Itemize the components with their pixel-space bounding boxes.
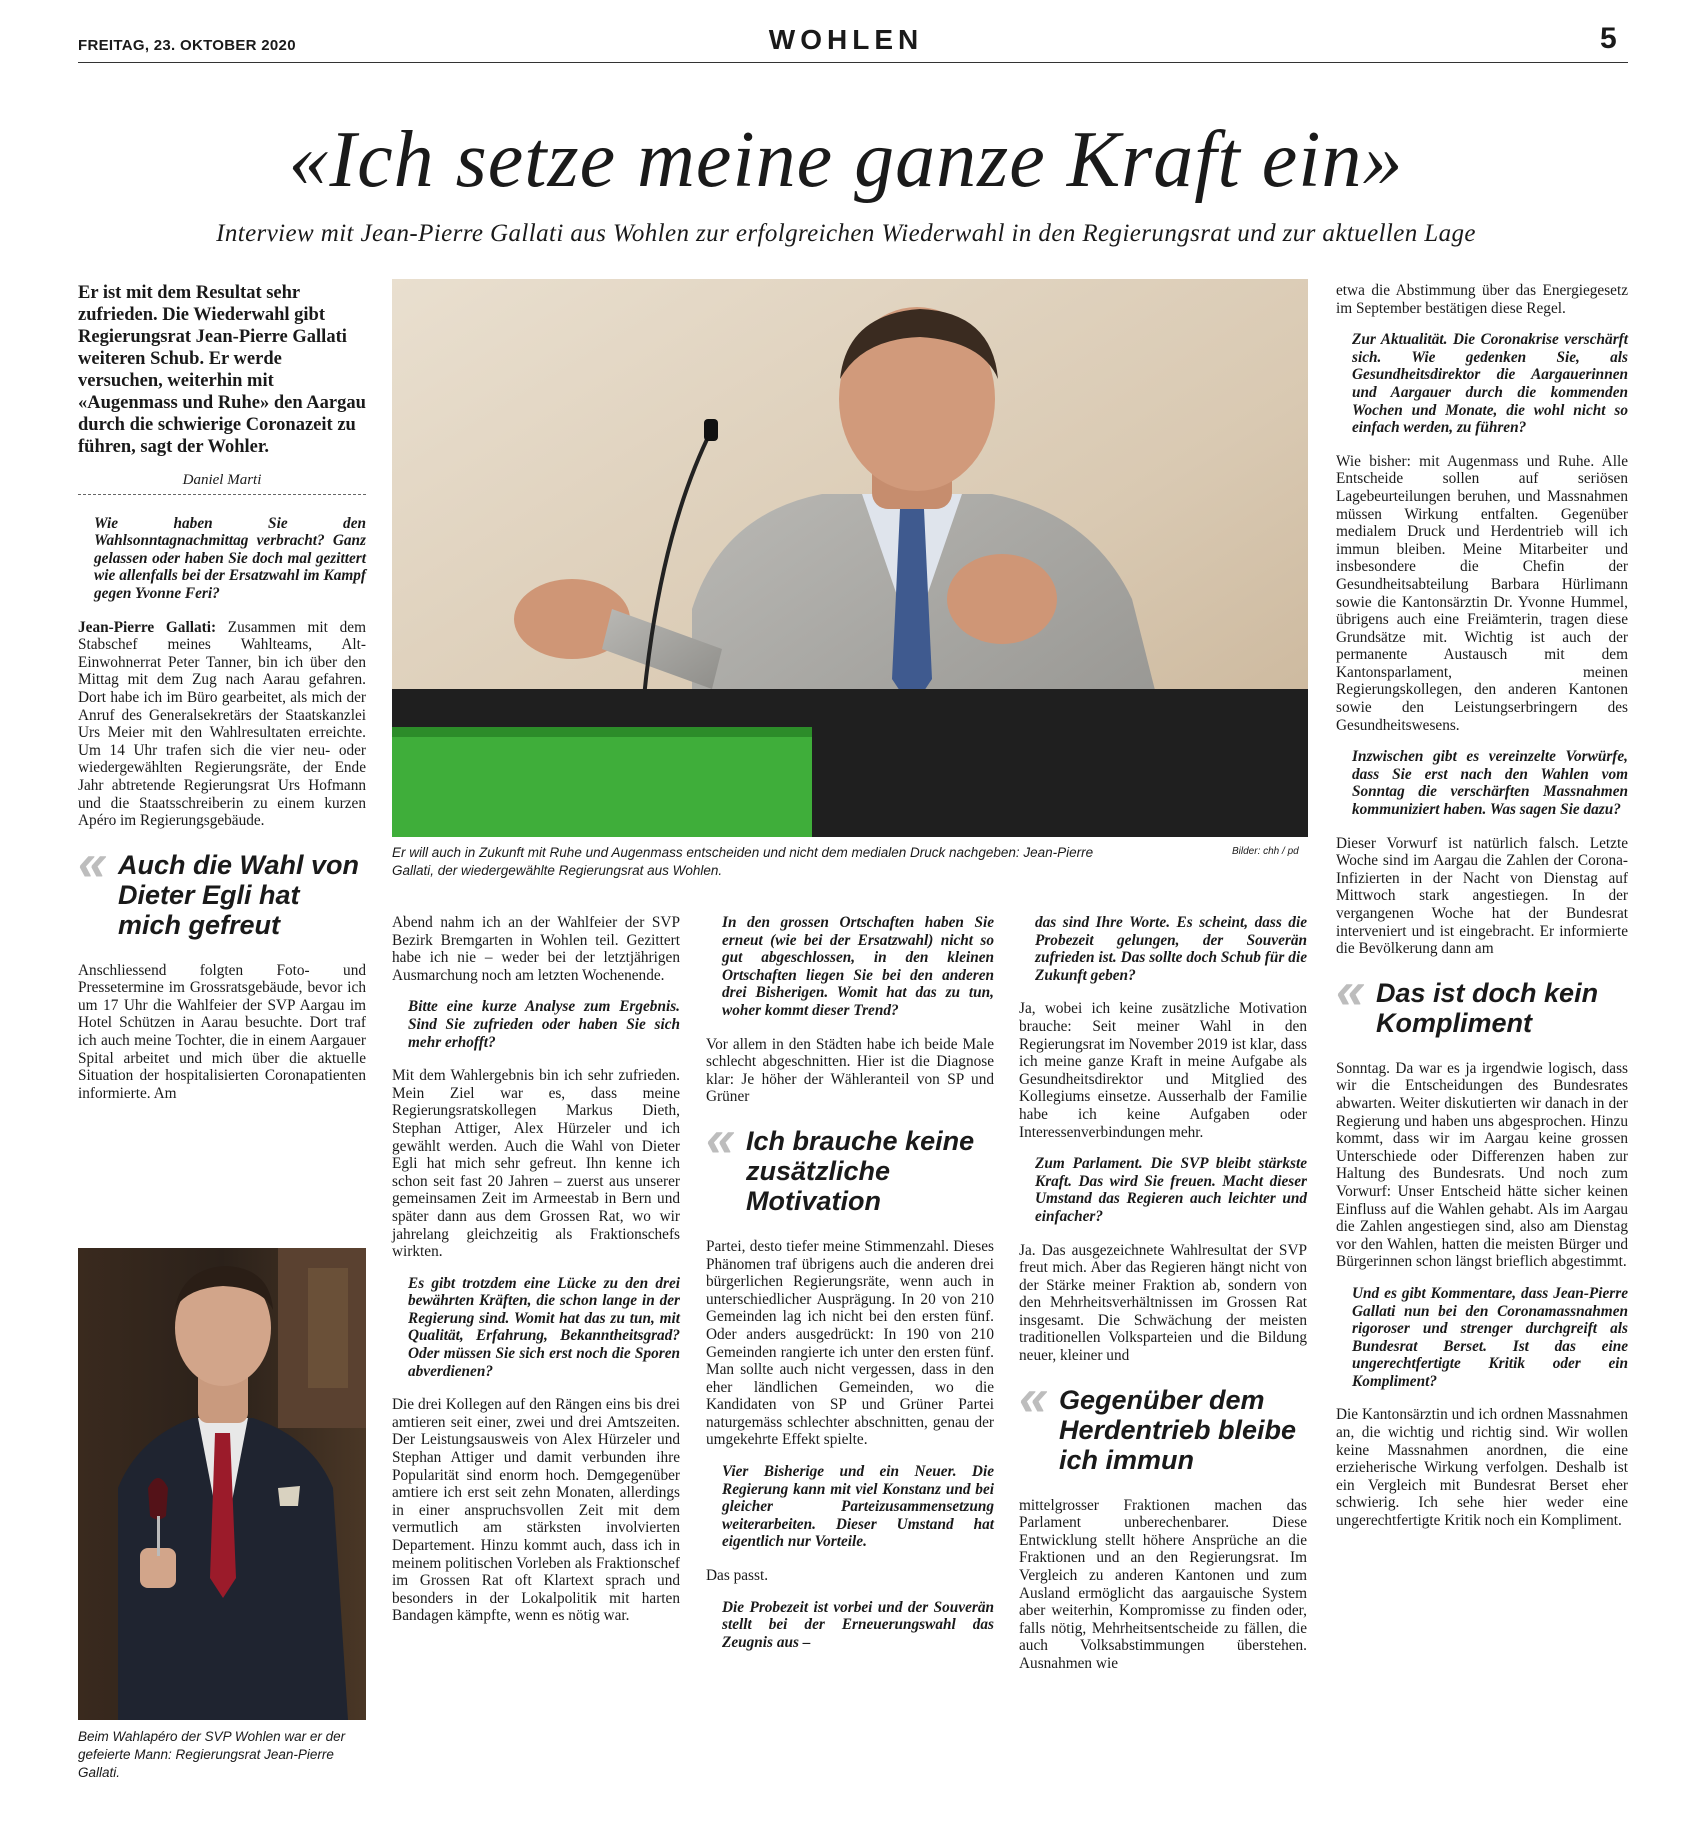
article-headline: «Ich setze meine ganze Kraft ein» <box>288 116 1404 204</box>
interview-answer: Jean-Pierre Gallati: Zusammen mit dem Stabschef meines Wahlteams, Alt-Einwohnerrat Peter Tanner, bin ich über den Mittag mit dem Zug nach Aarau gefahren. Dort habe ich im Büro gearbeitet, als mich der Anruf des Generalsekretärs der Staatskanzlei Urs Meier mit den Wahlresultaten erreichte. Um 14 Uhr trafen sich die vier neu- oder wiedergewählten Regierungsräte, der Ende Jahr abtretende Regierungsrat Urs Hofmann und die Staatsschreiberin zu einem kurzen Apéro im Regierungsgebäude. <box>78 618 366 830</box>
photo-gallati-speech <box>392 279 1308 837</box>
interview-question: Und es gibt Kommentare, dass Jean-Pierre Gallati nun bei den Coronamassnahmen rigoroser und strenger durchgreift als Bundesrat Berset. Ist das eine ungerechtfertigte Kritik oder ein Kompliment? <box>1352 1284 1628 1390</box>
quote-mark-icon: « <box>78 833 107 892</box>
section-title: WOHLEN <box>768 24 924 55</box>
interview-answer: Mit dem Wahlergebnis bin ich sehr zufrieden. Mein Ziel war es, dass meine Regierungsratskollegen Markus Dieth, Stephan Attiger, Alex Hürzeler und ich gewählt werden. Auch die Wahl von Dieter Egli hat mich sehr gefreut. Ihn kenne ich schon seit fast 20 Jahren – zuerst aus unserer gemeinsamen Zeit im Armeestab in Bern und später dann aus dem Grossen Rat, wo wir jahrelang gleichzeitig als Fraktionschefs wirkten. <box>392 1067 680 1261</box>
interview-answer: mittelgrosser Fraktionen machen das Parlament unberechenbarer. Diese Entwicklung stellt höhere Ansprüche an die Fraktionen und an den Regierungsrat. Im Vergleich zu anderen Kantonen und zum Ausland ermöglicht das aargauische System aber weiterhin, Kompromisse zu finden oder, falls nötig, Mehrheitsentscheide zu fällen, die auch Volksabstimmungen überstehen. Ausnahmen wie <box>1019 1496 1307 1672</box>
issue-date: FREITAG, 23. OKTOBER 2020 <box>78 37 296 54</box>
column-1 <box>78 282 366 1102</box>
quote-mark-icon: « <box>1336 961 1365 1020</box>
interview-answer: Sonntag. Da war es ja irgendwie logisch, dass wir die Entscheidungen des Bundesrates abwarten. Weiter diskutierten wir danach in der Regierung und haben uns abgesprochen. Hinzu kommt, dass wir im Aargau keine grossen Unterschiede oder Differenzen haben zur Haltung des Bundesrats. Und noch zum Vorwurf: Unser Entscheid hätte sicher keinen Einfluss auf die Wahlen gehabt. Als im Aargau die Zahlen angestiegen sind, also am Dienstag vor den Wahlen, hatten die meisten Bürger und Bürgerinnen schon längst brieflich abgestimmt. <box>1336 1059 1628 1271</box>
interview-question: Zur Aktualität. Die Coronakrise verschärft sich. Wie gedenken Sie, als Gesundheitsdirektor die Aargauerinnen und Aargauer durch die kommenden Wochen und Monate, die wohl nicht so einfach werden, zu führen? <box>1352 331 1628 437</box>
photo-credit: Bilder: chh / pd <box>1232 846 1299 857</box>
interview-question: Zum Parlament. Die SVP bleibt stärkste Kraft. Das wird Sie freuen. Macht dieser Umstand das Regieren auch leichter und einfacher? <box>1035 1155 1307 1225</box>
interview-answer: Dieser Vorwurf ist natürlich falsch. Letzte Woche sind im Aargau die Zahlen der Corona-Infizierten in der Nacht von Dienstag auf Mittwoch stark angestiegen. In der vergangenen Woche hat der Bundesrat interveniert und ist eingebracht. Er informierte die Bevölkerung dann am <box>1336 834 1628 958</box>
interview-answer: Abend nahm ich an der Wahlfeier der SVP Bezirk Bremgarten in Wohlen teil. Gezittert habe ich nie – weder bei der letztjährigen Ausmarchung noch am letzten Wochenende. <box>392 914 680 984</box>
column-4 <box>1019 914 1307 1673</box>
photo-gallati-apero <box>78 1248 366 1720</box>
interview-question: Wie haben Sie den Wahlsonntagnachmittag verbracht? Ganz gelassen oder haben Sie doch mal gezittert wie allenfalls bei der Ersatzwahl im Kampf gegen Yvonne Feri? <box>94 514 366 602</box>
page-number: 5 <box>1600 22 1617 55</box>
interview-question: In den grossen Ortschaften haben Sie erneut (wie bei der Ersatzwahl) nicht so gut abgeschlossen, in den kleinen Ortschaften liegen Sie bei den anderen drei Bisherigen. Womit hat das zu tun, woher kommt dieser Trend? <box>722 914 994 1019</box>
interview-question: das sind Ihre Worte. Es scheint, dass die Probezeit gelungen, der Souverän zufrieden ist. Das sollte doch Schub für die Zukunft geben? <box>1035 914 1307 984</box>
interview-answer: Ja, wobei ich keine zusätzliche Motivation brauche: Seit meiner Wahl in den Regierungsrat im November 2019 ist klar, dass ich meine ganze Kraft in meine Aufgabe als Gesundheitsdirektor und Mitglied des Kollegiums einsetze. Ausserhalb der Familie habe ich keine Aufgaben oder Interessenverbindungen mehr. <box>1019 1000 1307 1141</box>
column-3 <box>706 914 994 1667</box>
interview-question: Bitte eine kurze Analyse zum Ergebnis. Sind Sie zufrieden oder haben Sie sich mehr erhofft? <box>408 998 680 1051</box>
pull-quote: « Gegenüber dem Herdentrieb bleibe ich immun <box>1019 1368 1297 1475</box>
pull-quote: « Das ist doch kein Kompliment <box>1336 961 1599 1038</box>
interview-answer: Das passt. <box>706 1567 769 1585</box>
article-lead: Er ist mit dem Resultat sehr zufrieden. Die Wiederwahl gibt Regierungsrat Jean-Pierre Gallati weiteren Schub. Er werde versuchen, weiterhin mit «Augenmass und Ruhe» den Aargau durch die schwierige Coronazeit zu führen, sagt der Wohler. <box>78 283 366 457</box>
interview-answer: Vor allem in den Städten habe ich beide Male schlecht abgeschnitten. Hier ist die Diagnose klar: Je höher der Wähleranteil von SP und Grüner <box>706 1035 994 1106</box>
pull-quote: « Auch die Wahl von Dieter Egli hat mich gefreut <box>78 833 360 940</box>
interview-answer: Wie bisher: mit Augenmass und Ruhe. Alle Entscheide sollen auf seriösen Lagebeurteilungen beruhen, und Massnahmen müssen Wirkung entfalten. Gegenüber medialem Druck und Herdentrieb will ich immun bleiben. Meine Mitarbeiter und insbesondere die Chefin der Gesundheitsabteilung Barbara Hürlimann sowie die Kantonsärztin Dr. Yvonne Hummel, übrigens auch eine Freiämterin, tragen diese Grundsätze mit. Wichtig ist auch der permanente Austausch mit dem Kantonsparlament, meinen Regierungskollegen, den anderen Kantonen sowie den Leistungserbringern des Gesundheitswesens. <box>1336 452 1628 734</box>
interview-answer: Partei, desto tiefer meine Stimmenzahl. Dieses Phänomen traf übrigens auch die anderen drei bürgerlichen Regierungsräte, wenn auch in unterschiedlicher Ausprägung. In 20 von 210 Gemeinden lag ich nicht bei den ersten fünf. Oder anders ausgedrückt: In 190 von 210 Gemeinden rangierte ich unter den ersten fünf. Man sollte auch nicht vergessen, dass in den eher ländlichen Gemeinden, wo die Kandidaten von SP und Grüner Partei naturgemäss schlechter abschnitten, genau der umgekehrte Effekt spielte. <box>706 1237 994 1449</box>
interview-answer: Anschliessend folgten Foto- und Pressetermine im Grossratsgebäude, bevor ich um 17 Uhr die Wahlfeier der SVP Aargau im Hotel Schützen in Aarau besuchte. Dort traf ich auch meine Tochter, die in einem Aargauer Spital arbeitet und mich über die aktuelle Situation der hospitalisierten Coronapatienten informierte. Am <box>78 961 366 1102</box>
interview-answer: Die drei Kollegen auf den Rängen eins bis drei amtieren seit einer, zwei und drei Amtszeiten. Der Leistungsausweis von Alex Hürzeler und Stephan Attiger und damit verbunden ihre Popularität sind enorm hoch. Demgegenüber amtiere ich erst seit zehn Monaten, allerdings in einer anspruchsvollen Zeit mit dem vermutlich am stärksten involvierten Departement. Hinzu kommt auch, dass ich in meinem politischen Vorleben als Fraktionschef im Grossen Rat oft Klartext sprach und besonders in der Lokalpolitik mit harten Bandagen kämpfte, wenn es nötig war. <box>392 1396 680 1625</box>
article-subheadline: Interview mit Jean-Pierre Gallati aus Wohlen zur erfolgreichen Wiederwahl in den Regierungsrat und zur aktuellen Lage <box>216 220 1476 247</box>
photo-small-caption: Beim Wahlapéro der SVP Wohlen war er der gefeierte Mann: Regierungsrat Jean-Pierre Gallati. <box>78 1729 346 1780</box>
header-rule <box>78 62 1628 63</box>
interview-question: Es gibt trotzdem eine Lücke zu den drei bewährten Kräften, die schon lange in der Regierung sind. Womit hat das zu tun, mit Qualität, Erfahrung, Bekanntheitsgrad? Oder müssen Sie sich erst noch die Sporen abverdienen? <box>408 1274 680 1380</box>
interview-question: Inzwischen gibt es vereinzelte Vorwürfe, dass Sie erst nach den Wahlen vom Sonntag die verschärften Massnahmen kommuniziert haben. Was sagen Sie dazu? <box>1352 748 1628 819</box>
author-byline: Daniel Marti <box>78 472 366 495</box>
interview-answer: Die Kantonsärztin und ich ordnen Massnahmen an, die wichtig und richtig sind. Wir wollen keine Massnahmen anordnen, die eine erzieherische Wirkung verfolgen. Deshalb ist ein Vergleich mit Bundesrat Berset eher schwierig. Ich sehe hier weder eine ungerechtfertigte Kritik noch ein Kompliment. <box>1336 1406 1628 1530</box>
quote-mark-icon: « <box>1019 1368 1048 1427</box>
speaker-name: Jean-Pierre Gallati: <box>78 618 217 636</box>
pull-quote: « Ich brauche keine zusätzliche Motivation <box>706 1109 975 1216</box>
photo-main-caption: Er will auch in Zukunft mit Ruhe und Augenmass entscheiden und nicht dem medialen Druck nachgeben: Jean-Pierre Gallati, der wiedergewählte Regierungsrat aus Wohlen. <box>392 845 1094 878</box>
quote-mark-icon: « <box>706 1109 735 1168</box>
interview-question: Die Probezeit ist vorbei und der Souverän stellt bei der Erneuerungswahl das Zeugnis aus – <box>722 1598 994 1651</box>
interview-question: Vier Bisherige und ein Neuer. Die Regierung kann mit viel Konstanz und bei gleicher Parteizusammensetzung weiterarbeiten. Dieser Umstand hat eigentlich nur Vorteile. <box>722 1463 994 1551</box>
interview-answer: Ja. Das ausgezeichnete Wahlresultat der SVP freut mich. Aber das Regieren hängt nicht von der Stärke meiner Fraktion ab, sondern von den Mehrheitsverhältnissen im Grossen Rat insgesamt. Die Schwächung der meisten traditionellen Volksparteien und die Bildung neuer, kleiner und <box>1019 1241 1307 1365</box>
interview-answer: etwa die Abstimmung über das Energiegesetz im September bestätigen diese Regel. <box>1336 282 1628 317</box>
column-2 <box>392 914 680 1625</box>
column-5 <box>1336 282 1628 1530</box>
